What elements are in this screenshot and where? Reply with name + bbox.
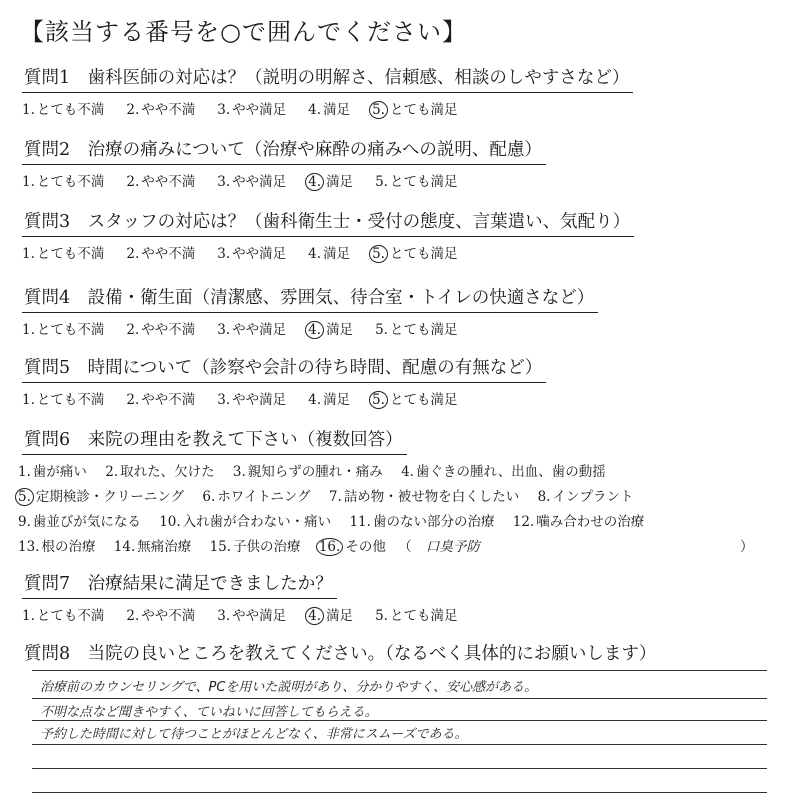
q5-option-3[interactable]: 3. やや満足: [217, 392, 287, 408]
question-1-options: [22, 98, 782, 118]
question-3-options: [22, 242, 782, 262]
comment-rule: [32, 744, 767, 745]
question-1-title: 質問1 歯科医師の対応は？（説明の明解さ、信頼感、相談のしやすさなど）: [22, 64, 633, 93]
q6-row-4: [18, 535, 782, 560]
comment-rule: [32, 720, 767, 721]
q2-option-4-circled[interactable]: 4. 満足: [308, 170, 353, 190]
question-2-options: [22, 170, 782, 190]
comment-line-1: 治療前のカウンセリングで、PCを用いた説明があり、分かりやすく、安心感がある。: [40, 680, 538, 695]
q7-option-5[interactable]: 5. とても満足: [375, 608, 458, 624]
q6-option-14[interactable]: 14. 無痛治療: [113, 539, 192, 555]
q7-option-2[interactable]: 2. やや不満: [126, 608, 196, 624]
q6-other-open-paren: （: [398, 539, 412, 555]
question-2: [22, 136, 782, 190]
q6-option-15[interactable]: 15. 子供の治療: [209, 539, 301, 555]
q6-option-11[interactable]: 11. 歯のない部分の治療: [349, 514, 495, 530]
q3-option-3[interactable]: 3. やや満足: [217, 246, 287, 262]
question-7-title: 質問7 治療結果に満足できましたか？: [22, 570, 337, 599]
q3-option-1[interactable]: 1. とても不満: [22, 246, 105, 262]
q6-row-3: [18, 510, 782, 535]
q4-option-4-circled[interactable]: 4. 満足: [308, 318, 353, 338]
q1-option-2[interactable]: 2. やや不満: [126, 102, 196, 118]
q6-option-6[interactable]: 6. ホワイトニング: [202, 489, 311, 505]
question-6-options: [18, 460, 782, 560]
q5-option-2[interactable]: 2. やや不満: [126, 392, 196, 408]
q6-option-13[interactable]: 13. 根の治療: [18, 539, 96, 555]
q1-option-1[interactable]: 1. とても不満: [22, 102, 105, 118]
q6-row-1: [18, 460, 782, 485]
q7-option-1[interactable]: 1. とても不満: [22, 608, 105, 624]
comment-rule: [32, 792, 767, 793]
question-1: [22, 64, 782, 118]
page-title: 【該当する番号を○で囲んでください】: [20, 18, 467, 46]
question-6-title: 質問6 来院の理由を教えて下さい（複数回答）: [22, 426, 407, 455]
question-2-title: 質問2 治療の痛みについて（治療や麻酔の痛みへの説明、配慮）: [22, 136, 546, 165]
question-4-options: [22, 318, 782, 338]
q4-option-3[interactable]: 3. やや満足: [217, 322, 287, 338]
question-5: [22, 354, 782, 408]
q6-option-3[interactable]: 3. 親知らずの腫れ・痛み: [232, 464, 383, 480]
q3-option-5-circled[interactable]: 5. とても満足: [372, 242, 457, 262]
q1-option-4[interactable]: 4. 満足: [308, 102, 351, 118]
q6-other-close-paren: ）: [740, 539, 754, 555]
comment-rule: [32, 698, 767, 699]
q4-option-5[interactable]: 5. とても満足: [375, 322, 458, 338]
q6-option-5-circled[interactable]: 5. 定期検診・クリーニング: [18, 485, 184, 510]
q7-option-3[interactable]: 3. やや満足: [217, 608, 287, 624]
q2-option-3[interactable]: 3. やや満足: [217, 174, 287, 190]
q6-option-2[interactable]: 2. 取れた、欠けた: [105, 464, 215, 480]
q6-option-4[interactable]: 4. 歯ぐきの腫れ、出血、歯の動揺: [401, 464, 606, 480]
comment-rule: [32, 670, 767, 671]
comment-line-3: 予約した時間に対して待つことがほとんどなく、非常にスムーズである。: [40, 727, 468, 742]
question-8: [22, 640, 782, 668]
q6-option-10[interactable]: 10. 入れ歯が合わない・痛い: [159, 514, 332, 530]
q6-option-7[interactable]: 7. 詰め物・被せ物を白くしたい: [328, 489, 520, 505]
q5-option-5-circled[interactable]: 5. とても満足: [372, 388, 457, 408]
question-7: [22, 570, 782, 624]
q2-option-2[interactable]: 2. やや不満: [126, 174, 196, 190]
q3-option-2[interactable]: 2. やや不満: [126, 246, 196, 262]
question-5-title: 質問5 時間について（診察や会計の待ち時間、配慮の有無など）: [22, 354, 546, 383]
q1-option-3[interactable]: 3. やや満足: [217, 102, 287, 118]
question-5-options: [22, 388, 782, 408]
q6-option-1[interactable]: 1. 歯が痛い: [18, 464, 87, 480]
q6-option-16-circled[interactable]: 16. その他: [319, 535, 386, 560]
q2-option-5[interactable]: 5. とても満足: [375, 174, 458, 190]
question-8-title: 質問8 当院の良いところを教えてください。（なるべく具体的にお願いします）: [24, 644, 657, 664]
q3-option-4[interactable]: 4. 満足: [308, 246, 351, 262]
question-4-title: 質問4 設備・衛生面（清潔感、雰囲気、待合室・トイレの快適さなど）: [22, 284, 598, 313]
q6-option-9[interactable]: 9. 歯並びが気になる: [18, 514, 141, 530]
question-3: [22, 208, 782, 262]
q4-option-2[interactable]: 2. やや不満: [126, 322, 196, 338]
comment-rule: [32, 768, 767, 769]
question-4: [22, 284, 782, 338]
q6-option-12[interactable]: 12. 噛み合わせの治療: [512, 514, 645, 530]
q5-option-1[interactable]: 1. とても不満: [22, 392, 105, 408]
question-7-options: [22, 604, 782, 624]
q1-option-5-circled[interactable]: 5. とても満足: [372, 98, 457, 118]
q6-other-value[interactable]: 口臭予防: [425, 539, 480, 555]
q4-option-1[interactable]: 1. とても不満: [22, 322, 105, 338]
q6-row-2: [18, 485, 782, 510]
comment-line-2: 不明な点など聞きやすく、ていねいに回答してもらえる。: [40, 705, 378, 720]
question-6: [18, 426, 782, 560]
q6-option-8[interactable]: 8. インプラント: [537, 489, 634, 505]
q5-option-4[interactable]: 4. 満足: [308, 392, 351, 408]
q7-option-4-circled[interactable]: 4. 満足: [308, 604, 353, 624]
question-3-title: 質問3 スタッフの対応は？（歯科衛生士・受付の態度、言葉遣い、気配り）: [22, 208, 634, 237]
q2-option-1[interactable]: 1. とても不満: [22, 174, 105, 190]
